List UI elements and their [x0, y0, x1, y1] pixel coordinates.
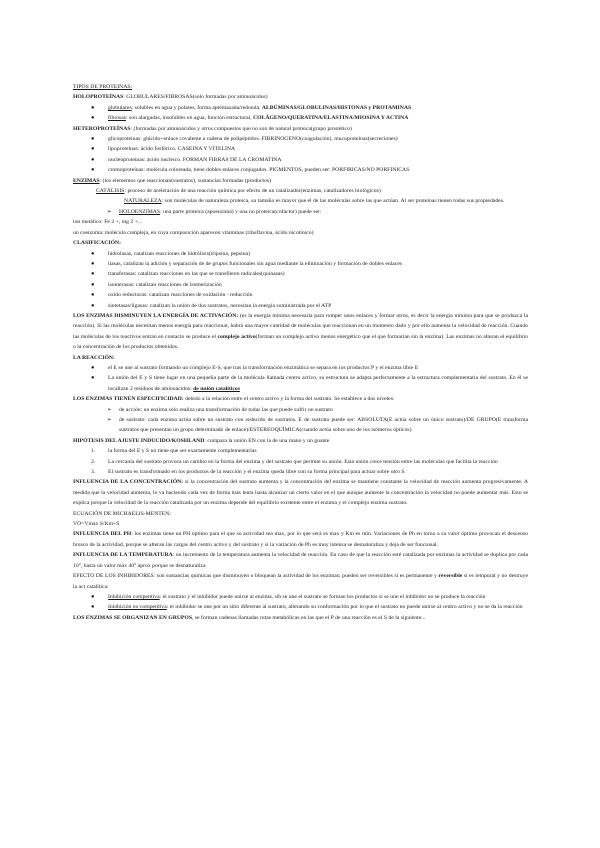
ecuacion-formula: VO=Vmax S/Km+S — [73, 521, 120, 528]
hipotesis-text: : compara la unión EN con la de una mano y un guante — [204, 437, 330, 444]
item-text: sintetasas/ligasas: catalizan la unión de dos sustratos, necesitan la energía suministrada por el ATP — [108, 302, 332, 309]
bullet-icon: ● — [91, 292, 95, 299]
document-page — [73, 82, 528, 623]
term: Inhibición competitiva — [108, 593, 160, 600]
reversible-bold: reversible — [438, 573, 463, 580]
bullet-icon: ● — [91, 375, 95, 382]
list-item — [85, 269, 528, 279]
clasificacion-list — [73, 249, 528, 311]
item-text: oxido reductoras: catalizan reacciones de oxidación - reducción — [108, 292, 253, 299]
ion-line: ion metálico: Fe 2 +, mg 2 +... — [73, 219, 143, 226]
list-item — [85, 457, 528, 467]
holoproteinas-heading — [73, 92, 528, 102]
concentracion-paragraph — [73, 477, 528, 508]
holoenzimas-label: HOLOENZIMAS — [119, 208, 161, 215]
bullet-icon: ● — [91, 260, 95, 267]
activacion-paragraph — [73, 311, 528, 353]
bullet-icon: ● — [91, 136, 95, 143]
bullet-icon: ● — [91, 115, 95, 122]
list-item — [85, 103, 528, 113]
holoenzimas-paragraph — [73, 207, 528, 217]
list-item — [85, 280, 528, 290]
item-text: isomerasas: catalizan reacciones de isomerización — [108, 281, 222, 288]
heteroproteinas-label: HETEROPROTEÍNAS — [73, 125, 131, 132]
ph-paragraph — [73, 529, 528, 550]
item-text: La cercanía del sustrato provoca un cambio en la forma del enzima y del sustrato que permite su unión. Esta unión crece tensión entre las moléculas que facilita la reacción — [108, 458, 498, 465]
item-text: : el inhibidor se une por un sitio diferente al sustrato, alterando su conformación por lo que el sustrato no puede unirse al centro activo y no se da la reacción — [166, 604, 523, 611]
holoproteinas-text: : GLOBULARES/FIBROSAS(solo formadas por aminoácidos) — [123, 94, 268, 101]
item-text: La unión del E y S tiene lugar en una pequeña parte de la molécula llamada centro activo, su estructura se adapta perfectamente a la estructura complementaria del sustrato. En él se localizan 2 residuos de aminoácidos: — [108, 375, 528, 392]
naturaleza-label: NATURALEZA — [124, 198, 162, 205]
bullet-icon: ● — [91, 167, 95, 174]
hipotesis-paragraph — [73, 436, 528, 446]
inhibidores-paragraph — [73, 571, 528, 592]
ecuacion-title: ECUACIÓN DE MICHAELIS-MENTEN: — [73, 510, 171, 517]
especificidad-bold: LOS ENZIMAS TIENEN ESPECIFICIDAD: — [73, 396, 184, 403]
list-item — [85, 259, 528, 269]
enzimas-label: ENZIMAS — [73, 177, 100, 184]
item-number: 1. — [91, 448, 96, 455]
arrow-icon: ➢ — [107, 417, 112, 423]
heteroproteinas-heading — [73, 124, 528, 134]
item-text: : solubles en agua y polares, forma apelmazada/redonda. — [131, 104, 262, 111]
holoproteinas-label: HOLOPROTEÍNAS — [73, 94, 124, 101]
item-text: cromoproteínas: molécula coloreada, tiene dobles enlaces conjugados. PIGMENTOS, pueden ser: PORFIRICAS/NO PORFINICAS — [108, 167, 410, 174]
catalisis-label: CATÁLISIS — [96, 188, 125, 195]
item-text: : son alargadas, insolubles en agua, función estructural, — [126, 115, 254, 122]
inhibidores-text-2: si es temporal y no destruye la act catalítica: — [73, 573, 529, 590]
list-item — [85, 446, 528, 456]
inhibidores-text: EFECTO DE LOS INHIBIDORES: son sustancias químicas que disminuyen o bloquean la actividad de los enzimas; pueden ser reversibles si es permanente y — [73, 573, 439, 580]
grupos-paragraph — [73, 613, 528, 623]
item-bold: de unión catalíticos — [193, 385, 240, 392]
term: Inhibición no competitiva — [108, 604, 167, 611]
bullet-icon: ● — [91, 604, 95, 611]
list-item — [85, 113, 528, 123]
temperatura-bold: INFLUENCIA DE LA TEMPERATURA — [73, 552, 173, 559]
especificidad-paragraph — [73, 394, 528, 404]
item-text: nucleoproteínas: ácido nucleico. FORMAN FIBRAS DE LA CROMATINA — [108, 156, 282, 163]
item-text: lipoproteínas: ácido fosfórico. CASEINA Y VITELINA — [108, 146, 236, 153]
concentracion-text: si la concentración del sustrato aumenta y la concentración del enzima se mantiene constante la velocidad de reacción aumenta progresivamente. A medida que la velocidad aumenta, lo va haciendo cada vez de forma más lenta hasta alcanzar un cierto valor en el que aunque aumente la concentración la velocidad no puede aumentar más. Esto se explica porque la velocidad de la reacción catalizada por un enzima depende del equilibrio existente entre el enzima y el complejo enzima sustrato. — [73, 479, 528, 507]
item-text: liasas, catalizan la adición y separación de de grupos funcionales sin agua mediante la eliminación y formación de dobles enlaces — [108, 260, 403, 267]
especificidad-accion — [73, 405, 528, 415]
concentracion-bold: INFLUENCIA DE LA CONCENTRACIÓN: — [73, 479, 184, 486]
heteroproteinas-text: : (formadas por aminoácidos y otros compuestos que no son de natural proteica(grupo prostético) — [130, 125, 352, 132]
term: fibrosas — [108, 115, 127, 122]
enzimas-text: : (los elementos que reaccionan(sustratos), sustancias formadas (productos) — [99, 177, 272, 184]
complejo-activo: complejo activo — [217, 333, 256, 340]
list-item — [85, 301, 528, 311]
bullet-icon: ● — [91, 146, 95, 153]
activacion-text: (es la energía mínima necesaria para romper unos enlaces y formar otros, es decir la energía mínima para que se produzca la reacción). Si las moléculas necesitan menos energía para reaccionar, habrá una mayor cantidad de moléculas que reaccionan en un momento dado y por ello aumenta la velocidad de reacción. Cuando las moléculas de los reactivos entran en contacto se produce el — [73, 312, 528, 340]
item-bold: COLÁGENO/QUERATINA/ELASTINA/MIOSINA Y ACTINA — [253, 115, 409, 122]
list-item — [85, 602, 528, 612]
list-item — [85, 592, 528, 602]
naturaleza-paragraph — [73, 196, 528, 206]
item-number: 2. — [91, 458, 96, 465]
temperatura-paragraph — [73, 550, 528, 571]
item-text: de sustrato: cada enzima actúa sobre un sustrato con reducido de sustratos. E de sustrato puede ser: ABSOLUTA(E actúa sobre un único sustrato)/DE GRUPO(E transforma sustratos que presentan un grupo determinado de enlace)/ESTEREOQUÍMICA(cuando actúa sobre uno de los isómeros ópticos) — [119, 417, 528, 434]
hipotesis-bold: HIPÓTESIS DEL AJUSTE INDUCIDO/KOSHLAND — [73, 437, 205, 444]
doc-title: TIPOS DE PROTEINAS: — [73, 84, 133, 90]
item-number: 3. — [91, 469, 96, 476]
list-item — [85, 467, 528, 477]
arrow-icon: ➢ — [107, 406, 112, 413]
bullet-icon: ● — [91, 302, 95, 309]
term: globulares — [108, 104, 132, 111]
item-text: : el sustrato y el inhibidor puede unirse al enzima, sih se une el sustrato se forman los productos si se une el inhibidor no se produce la reacción — [159, 593, 486, 600]
item-text: El sustrato es transformado en los productos de la reacción y el enzima queda libre con su forma principal para actuar sobre otro S. — [108, 469, 406, 476]
item-bold: ALBÚMINAS/GLOBULINAS/HISTONAS y PROTAMINAS — [261, 104, 412, 111]
item-text: hidrolasas, catalizan reacciones de hidrólisis(tripsina, pepsina) — [108, 250, 250, 257]
heteroproteinas-list — [73, 134, 528, 176]
inhibidores-list — [73, 592, 528, 613]
holoenzimas-text: : una parte proteica (apoenzima) y una no proteica(cofactor) puede ser: — [160, 208, 322, 215]
list-item — [85, 155, 528, 165]
bullet-icon: ● — [91, 271, 95, 278]
temperatura-text: : un incremento de la temperatura aumenta la velocidad de reacción. En caso de que la reacción esté catalizada por enzimas la actividad se duplica por cada 10°, hasta un valor máx 40° aprox porque se desnaturaliza — [73, 552, 528, 569]
enzimas-heading — [73, 176, 528, 186]
item-text: el E se une al sustrato formando un complejo E-S, que tras la transformación enzimática se separa en los productos P y el enzima libre E — [108, 364, 419, 371]
list-item — [85, 363, 528, 373]
item-text: transferasas: catalizan reacciones en las que se transfieren radicales(quinasas) — [108, 271, 285, 278]
item-text: de acción: un enzima solo realiza una transformación de todas las que puede sufrir un sustrato — [119, 406, 333, 413]
catalisis-paragraph — [73, 186, 528, 196]
coenzima-line: un coenzima: molécula compleja, en cuya composición aparecen vitaminas (riboflavina, ácido nicotínico) — [73, 229, 314, 236]
especificidad-text: debido a la relación entre el centro activo y la forma del sustrato. Se establece a dos niveles: — [183, 396, 395, 403]
ph-text: : los enzimas tiene un PH óptimo para el que su actividad sea max, por lo que será es max y Km es mín. Variaciones de Ph en torno a su valor óptimo provocan el descenso brusco de la actividad, porque se alteran las cargas del centro activo y del sustrato y si la variación de Ph es muy intensa se desnaturaliza y deja de ser funcional. — [73, 531, 528, 548]
ph-bold: INFLUENCIA DEL PH — [73, 531, 132, 538]
reaccion-heading: LA REACCIÓN: — [73, 354, 115, 361]
activacion-bold: LOS ENZIMAS DISMINUYEN LA ENERGÍA DE ACTIVACIÓN: — [73, 312, 239, 319]
bullet-icon: ● — [91, 364, 95, 371]
bullet-icon: ● — [91, 250, 95, 257]
reaccion-list — [73, 363, 528, 394]
naturaleza-text: : son moléculas de naturaleza proteica, su tamaño es mayor que el de las moléculas sobre las que actúan. Al ser proteínas tienen todas sus propiedades. — [161, 198, 505, 205]
item-text: glicoproteínas: glúcido+enlace covalente a cadena de polipéptidos. FIBRINOGENO(coagulación), mucoproteínas(secreciones) — [108, 136, 398, 143]
list-item — [85, 165, 528, 175]
bullet-icon: ● — [91, 104, 95, 111]
activacion-text-2: (forman un complejo activo menos energético que el que formarían sin la enzima). Las enzimas no alteran el equilibrio o la concentración de los productos obtenidos. — [73, 333, 528, 351]
grupos-bold: LOS ENZIMAS SE ORGANIZAN EN GRUPOS — [73, 614, 192, 621]
arrow-icon: ➢ — [107, 208, 112, 215]
bullet-icon: ● — [91, 156, 95, 163]
especificidad-sustrato — [73, 415, 528, 436]
list-item — [85, 249, 528, 259]
bullet-icon: ● — [91, 593, 95, 600]
bullet-icon: ● — [91, 281, 95, 288]
list-item — [85, 134, 528, 144]
list-item — [85, 144, 528, 154]
hipotesis-list — [73, 446, 528, 477]
list-item — [85, 290, 528, 300]
item-text: la forma del E y S no tiene que ser exactamente complementarias — [108, 448, 257, 455]
holoproteinas-list — [73, 103, 528, 124]
grupos-text: , se forman cadenas llamadas rutas metabólicas en las que el P de una reacción es el S de la siguiente... — [192, 614, 426, 621]
clasificacion-heading: CLASIFICACIÓN: — [73, 240, 122, 247]
list-item — [85, 373, 528, 394]
catalisis-text: : proceso de aceleración de una reacción química por efecto de un catalizador(enzimas, catalizadores biológicos) — [124, 188, 381, 195]
